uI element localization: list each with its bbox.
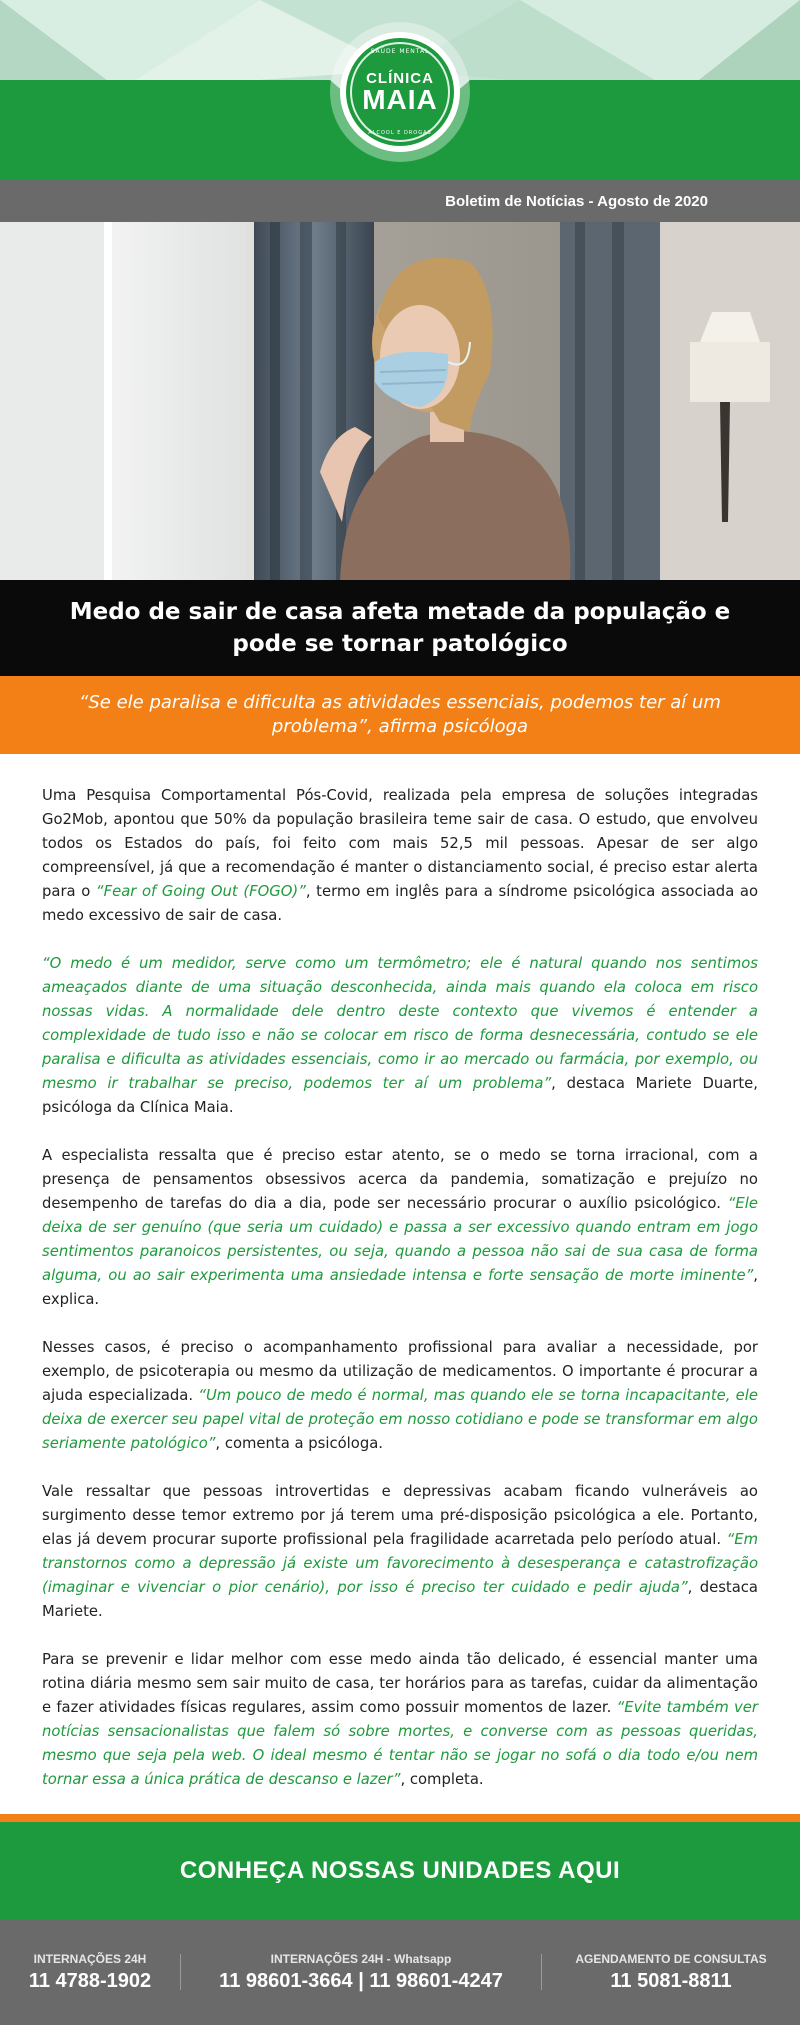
contact-phone-link[interactable]: 11 4788-1902 (28, 1969, 152, 1992)
contact-agendamento (542, 1952, 800, 1993)
logo-ring (350, 42, 450, 142)
quote-text: “Evite também ver notícias sensacionalistas que falem só sobre mortes, e converse com as pessoas queridas, mesmo que seja pela web. O ideal mesmo é tentar não se jogar no sofá o dia todo e/ou nem tornar essa a única prática de descanso e lazer” (42, 1699, 758, 1788)
article-paragraph-6: Para se prevenir e lidar melhor com esse medo ainda tão delicado, é essencial manter uma rotina diária mesmo sem sair muito de casa, ter horários para as tarefas, cuidar da alimentação e fazer atividades físicas regulares, assim como possuir momentos de lazer. “Evite também ver notícias sensacionalistas que falem só sobre mortes, e converse com as pessoas queridas, mesmo que seja pela web. O ideal mesmo é tentar não se jogar no sofá o dia todo e/ou nem tornar essa a única prática de descanso e lazer”, completa. (42, 1651, 758, 1788)
contact-label: INTERNAÇÕES 24H (33, 1951, 147, 1966)
article-paragraph-3: A especialista ressalta que é preciso estar atento, se o medo se torna irracional, com a presença de pensamentos obsessivos acerca da pandemia, somatização e prejuízo no desempenho de tarefas do dia a dia, pode ser necessário procurar o auxílio psicológico. “Ele deixa de ser genuíno (que seria um cuidado) e passa a ser excessivo quando entram em jogo sentimentos paranoicos persistentes, ou seja, quando a pessoa não sai de sua casa de forma alguma, ou ao sair experimenta uma ansiedade intensa e forte sensação de morte iminente”, explica. (42, 1147, 758, 1308)
quote-text: “Em transtornos como a depressão já existe um favorecimento à desesperança e catastrofização (imaginar e vivenciar o pior cenário), por isso é preciso ter cuidado e pedir ajuda” (42, 1531, 758, 1596)
logo-bottom-text: ÁLCOOL E DROGAS (368, 130, 432, 136)
contact-internacoes (0, 1952, 180, 1993)
quote-text: “Ele deixa de ser genuíno (que seria um cuidado) e passa a ser excessivo quando entram em jogo sentimentos paranoicos persistentes, ou seja, quando a pessoa não sai de sua casa de forma alguma, ou ao sair experimenta uma ansiedade intensa e forte sensação de morte iminente” (42, 1195, 758, 1284)
units-cta-label: CONHEÇA NOSSAS UNIDADES AQUI (179, 1856, 621, 1884)
article-paragraph-5: Vale ressaltar que pessoas introvertidas e depressivas acabam ficando vulneráveis ao surgimento desse temor extremo por já terem uma pré-disposição psicológica a ele. Portanto, elas já devem procurar suporte profissional pela fragilidade acarretada pelo período atual. “Em transtornos como a depressão já existe um favorecimento à desesperança e catastrofização (imaginar e vivenciar o pior cenário), por isso é preciso ter cuidado e pedir ajuda”, destaca Mariete. (42, 1483, 759, 1620)
logo-line-2: MAIA (362, 83, 438, 115)
contact-footer (0, 1919, 800, 2025)
clinic-logo[interactable] (340, 32, 460, 152)
units-cta-button[interactable] (0, 1822, 800, 1919)
header-banner (0, 0, 800, 180)
newsletter-bar (0, 180, 800, 222)
woman-with-mask-photo-icon (0, 222, 800, 580)
hero-image (0, 222, 800, 580)
quote-text: “Fear of Going Out (FOGO)” (95, 883, 306, 900)
orange-divider (0, 1814, 800, 1822)
contact-label: AGENDAMENTO DE CONSULTAS (575, 1951, 767, 1966)
quote-text: “O medo é um medidor, serve como um termômetro; ele é natural quando nos sentimos ameaçados diante de uma situação desconhecida, ainda mais quando ela coloca em risco nossas vidas. A normalidade dele dentro deste contexto que vivemos é entender a complexidade de tudo isso e não se colocar em risco de forma desnecessária, contudo se ele paralisa e dificulta as atividades essenciais, como ir ao mercado ou farmácia, por exemplo, ou mesmo ir trabalhar se preciso, podemos ter aí um problema” (42, 955, 758, 1092)
article-headline: Medo de sair de casa afeta metade da população e pode se tornar patológico (0, 580, 800, 676)
logo-line-1: CLÍNICA (366, 69, 434, 87)
newsletter-label: Boletim de Notícias - Agosto de 2020 (445, 192, 708, 210)
article-paragraph-1: Uma Pesquisa Comportamental Pós-Covid, realizada pela empresa de soluções integradas Go2Mob, apontou que 50% da população brasileira teme sair de casa. O estudo, que envolveu todos os Estados do país, foi feito com mais 52,5 mil pessoas. Apesar de ser algo compreensível, já que a recomendação é manter o distanciamento social, é preciso estar alerta para o “Fear of Going Out (FOGO)”, termo em inglês para a síndrome psicológica associada ao medo excessivo de sair de casa. (42, 787, 759, 924)
article-paragraph-2: “O medo é um medidor, serve como um termômetro; ele é natural quando nos sentimos ameaçados diante de uma situação desconhecida, ainda mais quando ela coloca em risco nossas vidas. A normalidade dele dentro deste contexto que vivemos é entender a complexidade de tudo isso e não se colocar em risco de forma desnecessária, contudo se ele paralisa e dificulta as atividades essenciais, como ir ao mercado ou farmácia, por exemplo, ou mesmo ir trabalhar se preciso, podemos ter aí um problema”, destaca Mariete Duarte, psicóloga da Clínica Maia. (42, 955, 758, 1116)
quote-text: “Um pouco de medo é normal, mas quando ele se torna incapacitante, ele deixa de exercer seu papel vital de proteção em nosso cotidiano e pode se transformar em algo seriamente patológico” (42, 1387, 758, 1452)
article-subheadline: “Se ele paralisa e dificulta as atividades essenciais, podemos ter aí um problema”, afirma psicóloga (0, 676, 800, 754)
contact-phone-link[interactable]: 11 98601-3664 | 11 98601-4247 (219, 1969, 503, 1992)
contact-whatsapp (181, 1952, 541, 1993)
article-body (0, 754, 800, 1814)
contact-phone-link[interactable]: 11 5081-8811 (610, 1969, 732, 1992)
contact-label: INTERNAÇÕES 24H - Whatsapp (270, 1951, 452, 1966)
article-paragraph-4: Nesses casos, é preciso o acompanhamento profissional para avaliar a necessidade, por exemplo, de psicoterapia ou mesmo da utilização de medicamentos. O importante é procurar a ajuda especializada. “Um pouco de medo é normal, mas quando ele se torna incapacitante, ele deixa de exercer seu papel vital de proteção em nosso cotidiano e pode se transformar em algo seriamente patológico”, comenta a psicóloga. (42, 1339, 758, 1452)
logo-badge (346, 38, 454, 146)
logo-top-text: SAÚDE MENTAL (370, 48, 430, 55)
